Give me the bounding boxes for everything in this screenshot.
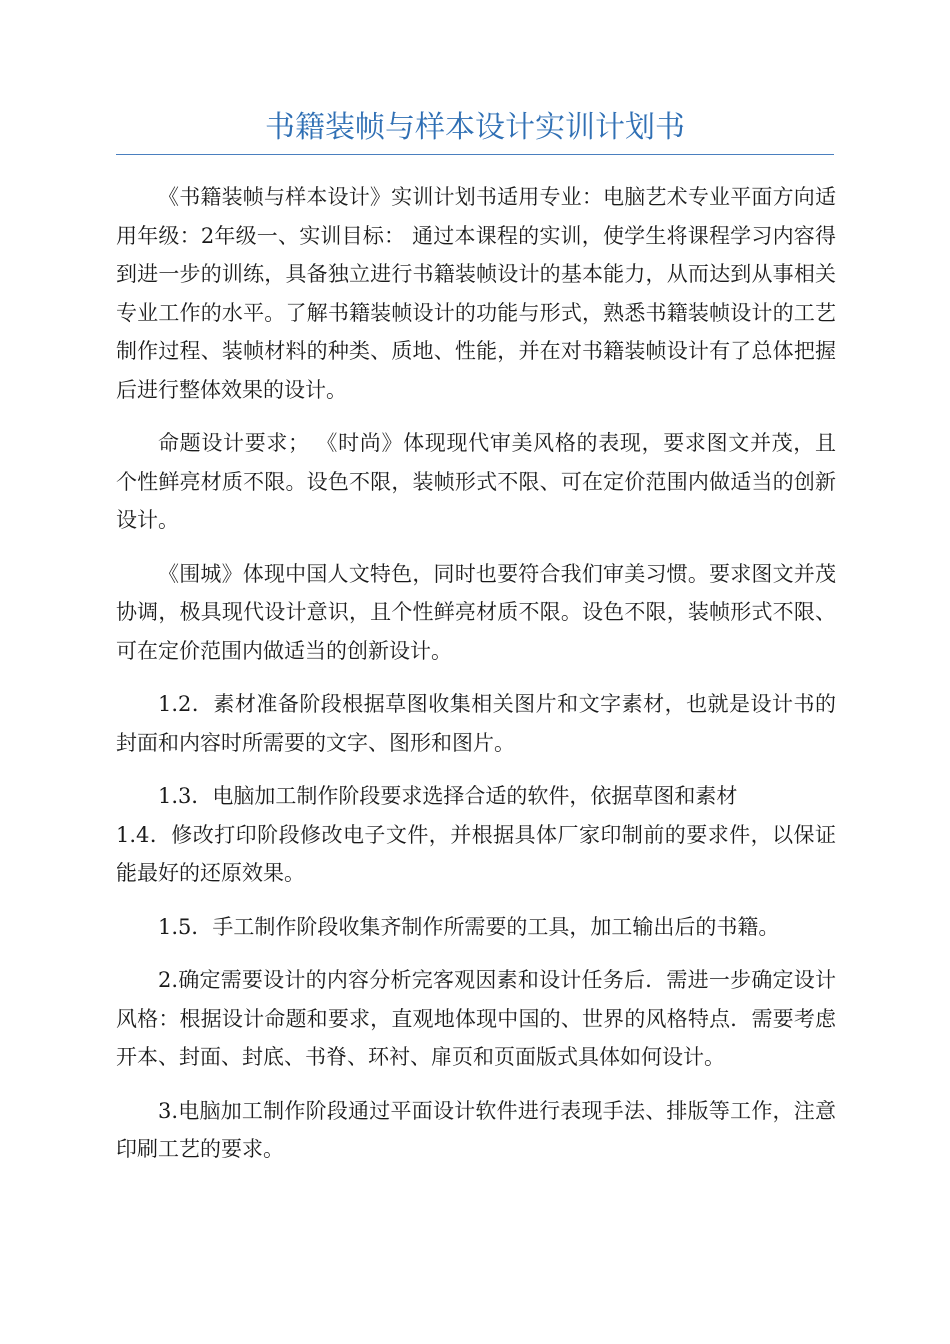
paragraph-step-1-2: 1.2．素材准备阶段根据草图收集相关图片和文字素材，也就是设计书的封面和内容时所需要的文字、图形和图片。 bbox=[116, 692, 836, 755]
paragraph-intro: 《书籍装帧与样本设计》实训计划书适用专业：电脑艺术专业平面方向适用年级：2年级一、实训目标： 通过本课程的实训，使学生将课程学习内容得到进一步的训练，具备独立进行书籍装帧设计的基本能力，从而达到从事相关专业工作的水平。了解书籍装帧设计的功能与形式，熟悉书籍装帧设计的工艺制作过程、装帧材料的种类、质地、性能，并在对书籍装帧设计有了总体把握后进行整体效果的设计。 bbox=[116, 185, 836, 402]
paragraph-step-1-3: 1.3．电脑加工制作阶段要求选择合适的软件，依据草图和素材 bbox=[158, 784, 738, 808]
title-underline bbox=[116, 154, 834, 155]
paragraph-fashion-requirements: 命题设计要求； 《时尚》体现现代审美风格的表现，要求图文并茂，且个性鲜亮材质不限。设色不限，装帧形式不限、可在定价范围内做适当的创新设计。 bbox=[116, 431, 836, 532]
document-body bbox=[116, 178, 836, 1184]
paragraph-step-1-4: 1.4．修改打印阶段修改电子文件，并根据具体厂家印制前的要求件，以保证能最好的还原效果。 bbox=[116, 822, 836, 885]
paragraph-fortress-requirements: 《围城》体现中国人文特色，同时也要符合我们审美习惯。要求图文并茂协调，极具现代设计意识，且个性鲜亮材质不限。设色不限，装帧形式不限、可在定价范围内做适当的创新设计。 bbox=[116, 561, 836, 663]
document-title: 书籍装帧与样本设计实训计划书 bbox=[265, 110, 685, 145]
paragraph-step-1-5: 1.5．手工制作阶段收集齐制作所需要的工具，加工输出后的书籍。 bbox=[158, 914, 780, 939]
paragraph-step-3: 3.电脑加工制作阶段通过平面设计软件进行表现手法、排版等工作，注意印刷工艺的要求。 bbox=[116, 1098, 836, 1161]
paragraph-step-2: 2.确定需要设计的内容分析完客观因素和设计任务后．需进一步确定设计风格：根据设计命题和要求，直观地体现中国的、世界的风格特点．需要考虑开本、封面、封底、书脊、环衬、扉页和页面版式具体如何设计。 bbox=[116, 968, 836, 1069]
